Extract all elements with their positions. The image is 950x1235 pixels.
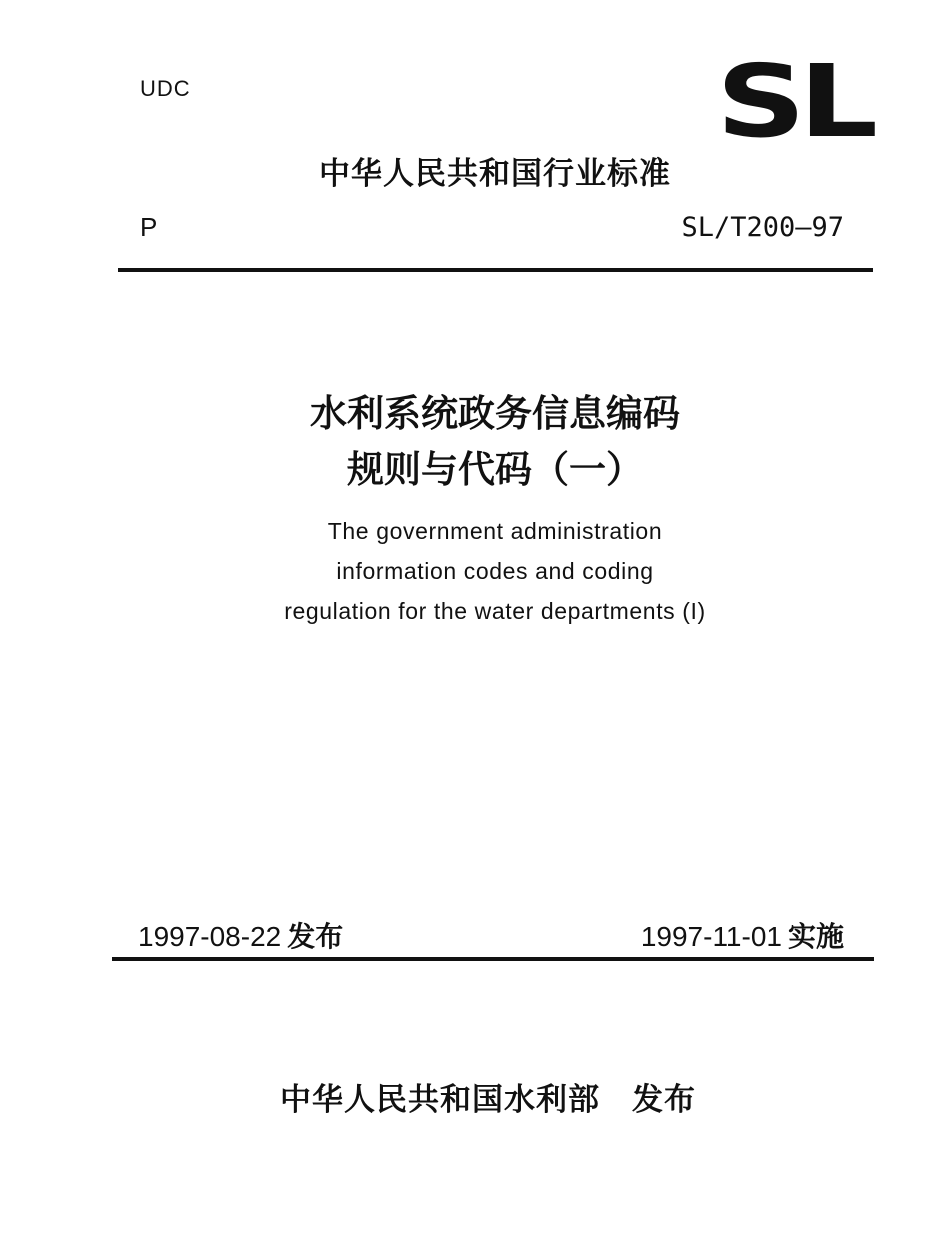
udc-label: UDC [140,76,191,101]
industry-standard-heading: 中华人民共和国行业标准 [319,156,671,192]
sl-logo: SL [716,43,871,160]
impl-date-value: 1997-11-01 [640,921,782,952]
title-en-line3: regulation for the water departments (I) [284,598,706,624]
issue-date-word: 发布 [287,920,344,953]
publisher-word: 发布 [632,1082,696,1118]
top-divider [118,268,873,272]
issue-date [138,915,343,955]
title-en-line1: The government administration [327,518,663,544]
standard-number: SL/T200—97 [681,212,844,243]
implementation-date [641,915,844,955]
bottom-divider [112,957,874,961]
classification-code: P [140,212,158,242]
title-en-line2: information codes and coding [336,558,654,584]
publisher [280,1074,696,1119]
impl-date-word: 实施 [787,920,844,953]
title-cn-line1: 水利系统政务信息编码 [310,392,680,435]
publisher-name: 中华人民共和国水利部 [280,1082,600,1118]
issue-date-value: 1997-08-22 [138,921,282,952]
title-cn-line2: 规则与代码（一） [347,448,643,491]
